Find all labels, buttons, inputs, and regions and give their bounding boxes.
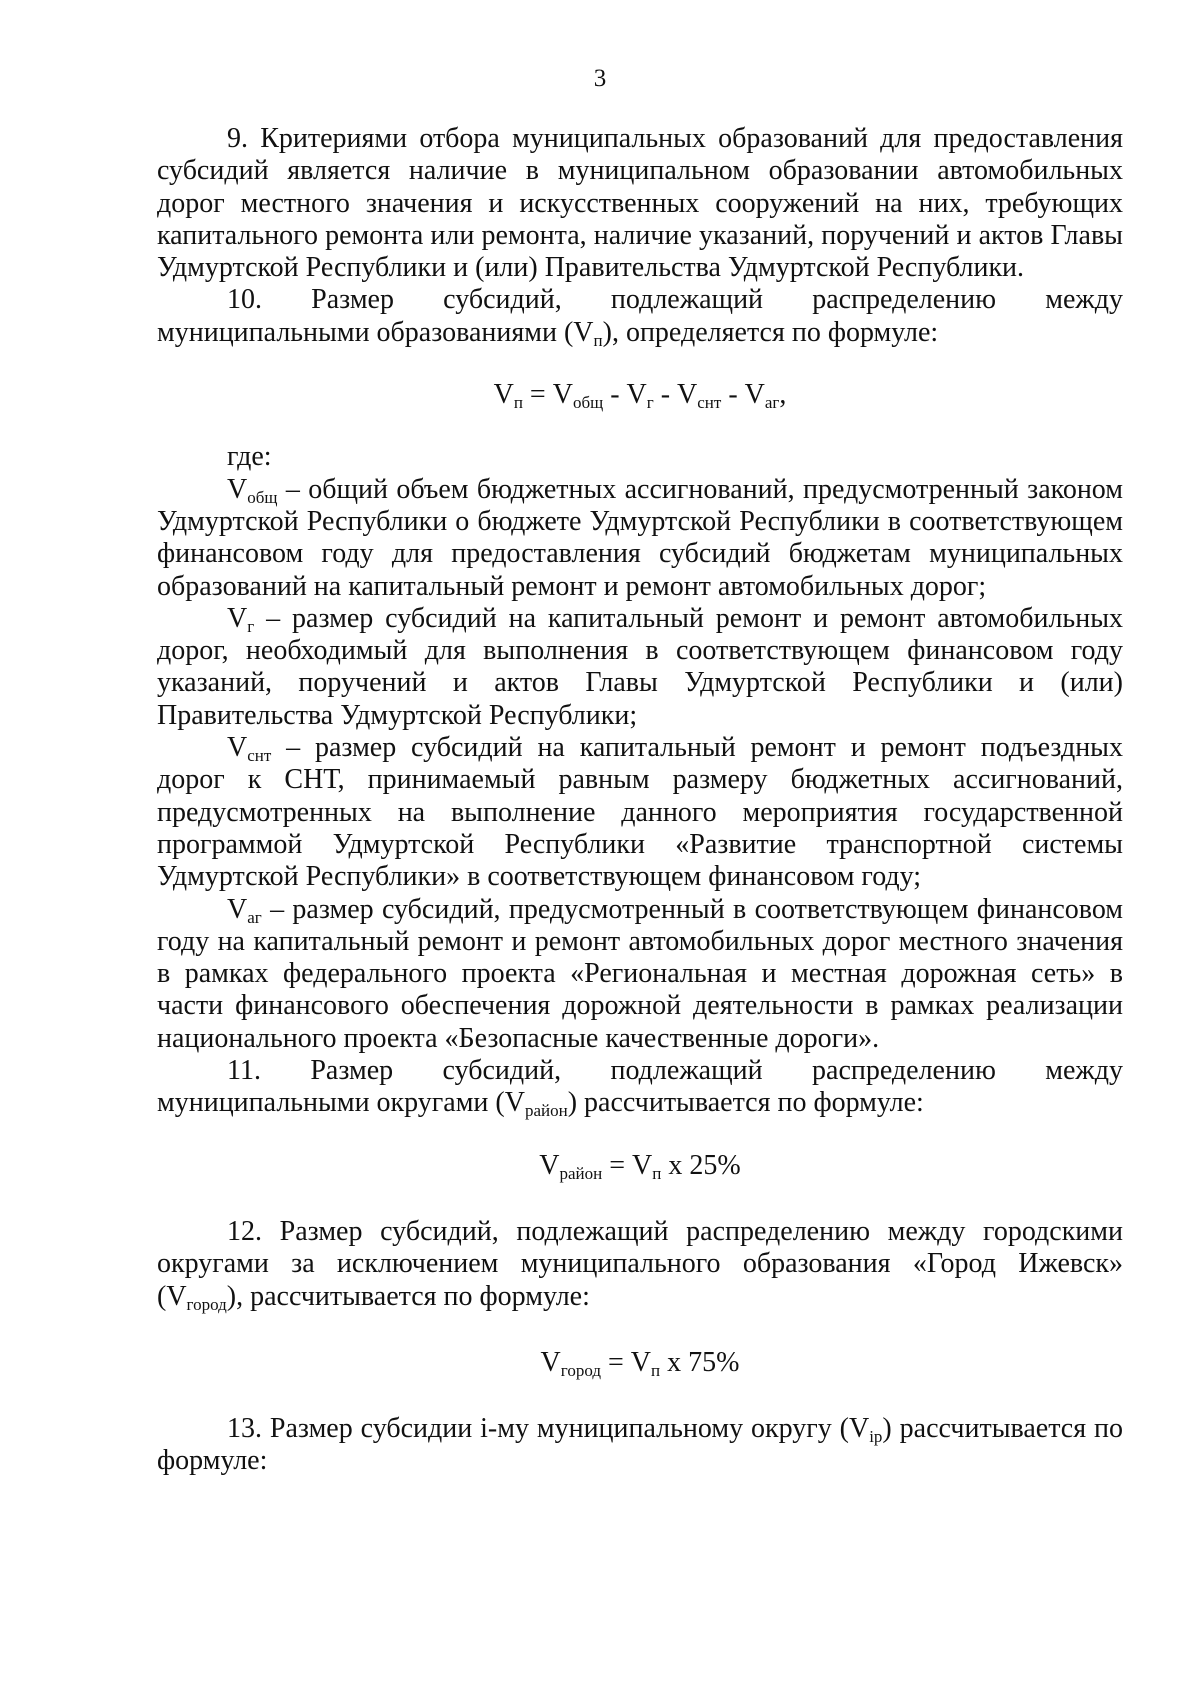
paragraph-11 <box>157 1055 1123 1120</box>
subscript: п <box>593 330 603 350</box>
formula-symbol: - V <box>653 379 698 411</box>
subscript: п <box>651 1360 661 1380</box>
formula-symbol: V <box>227 893 248 925</box>
paragraph-13-text: 13. Размер субсидии i-му муниципальному округу (V <box>227 1413 870 1445</box>
definition-text: – размер субсидий на капитальный ремонт и ремонт подъездных дорог к СНТ, принимаемый равным размеру бюджетных ассигнований, предусмотренных на выполнение данного мероприятия государственной программой Удмуртской Республики «Развитие транспортной системы Удмуртской Республики» в соответствующем финансовом году; <box>157 732 1123 893</box>
formula-symbol: - V <box>603 379 647 411</box>
definition-text: – общий объем бюджетных ассигнований, предусмотренный законом Удмуртской Республики о бюджете Удмуртской Республики в соответствующем финансовом году для предоставления субсидий бюджетам муниципальных образований на капитальный ремонт и ремонт автомобильных дорог; <box>157 473 1123 602</box>
definition-v-obsh <box>157 474 1123 603</box>
paragraph-12-text-end: ), рассчитывается по формуле: <box>226 1280 590 1312</box>
paragraph-9: 9. Критериями отбора муниципальных образований для предоставления субсидий является наличие в муниципальном образовании автомобильных дорог местного значения и искусственных сооружений на них, требующих капитального ремонта или ремонта, наличие указаний, поручений и актов Главы Удмуртской Республики и (или) Правительства Удмуртской Республики. <box>157 123 1123 284</box>
paragraph-13-text-end: ) рассчитывается по формуле: <box>157 1413 1123 1477</box>
formula-symbol: = V <box>522 379 573 411</box>
subscript: общ <box>247 487 278 507</box>
subscript: г <box>646 393 654 413</box>
formula-symbol: V <box>540 1346 561 1378</box>
definition-text: – размер субсидий, предусмотренный в соответствующем финансовом году на капитальный ремонт и ремонт автомобильных дорог местного значения в рамках федерального проекта «Региональная и местная дорожная сеть» в части финансового обеспечения дорожной деятельности в рамках реализации национального проекта «Безопасные качественные дороги». <box>157 893 1123 1054</box>
paragraph-11-text-end: ) рассчитывается по формуле: <box>567 1087 924 1119</box>
paragraph-13 <box>157 1413 1123 1478</box>
formula-symbol: - V <box>721 379 765 411</box>
paragraph-10-text: 10. Размер субсидий, подлежащий распределению между муниципальными образованиями (V <box>157 284 1123 348</box>
document-body <box>157 123 1123 1478</box>
definition-v-ag <box>157 894 1123 1055</box>
formula-symbol: , <box>779 379 787 411</box>
paragraph-10-text-end: ), определяется по формуле: <box>602 316 939 348</box>
subscript: город <box>186 1294 227 1314</box>
formula-symbol: = V <box>602 1149 653 1181</box>
subscript: г <box>247 616 255 636</box>
formula-v-gorod <box>157 1313 1123 1413</box>
formula-symbol: V <box>227 602 248 634</box>
subscript: аг <box>764 393 780 413</box>
subscript: общ <box>572 393 604 413</box>
page-number: 3 <box>593 65 607 92</box>
formula-symbol: V <box>539 1149 560 1181</box>
definition-text: – размер субсидий на капитальный ремонт и ремонт автомобильных дорог, необходимый для выполнения в соответствующем финансовом году указаний, поручений и актов Главы Удмуртской Республики и (или) Правительства Удмуртской Республики; <box>157 602 1123 731</box>
formula-symbol: V <box>493 379 514 411</box>
formula-symbol: V <box>227 473 248 505</box>
subscript: город <box>560 1360 601 1380</box>
paragraph-10 <box>157 284 1123 349</box>
subscript: аг <box>247 907 262 927</box>
paragraph-11-text: 11. Размер субсидий, подлежащий распределению между муниципальными округами (V <box>157 1055 1123 1119</box>
subscript: ip <box>869 1427 883 1447</box>
definition-v-snt <box>157 732 1123 893</box>
formula-v-raion <box>157 1120 1123 1216</box>
definition-v-g <box>157 603 1123 732</box>
formula-symbol: V <box>227 732 248 764</box>
formula-symbol: х 75% <box>660 1346 740 1378</box>
paragraph-12 <box>157 1216 1123 1313</box>
where-label: где: <box>227 441 272 473</box>
subscript: снт <box>247 746 272 766</box>
subscript: п <box>513 393 523 413</box>
formula-symbol: х 25% <box>661 1149 741 1181</box>
subscript: район <box>524 1101 568 1121</box>
subscript: район <box>559 1163 603 1183</box>
formula-symbol: = V <box>601 1346 652 1378</box>
subscript: п <box>652 1163 662 1183</box>
paragraph-12-text: 12. Размер субсидий, подлежащий распределению между городскими округами за исключением муниципального образования «Город Ижевск» (V <box>157 1215 1123 1312</box>
subscript: снт <box>697 393 722 413</box>
formula-vp <box>157 349 1123 441</box>
